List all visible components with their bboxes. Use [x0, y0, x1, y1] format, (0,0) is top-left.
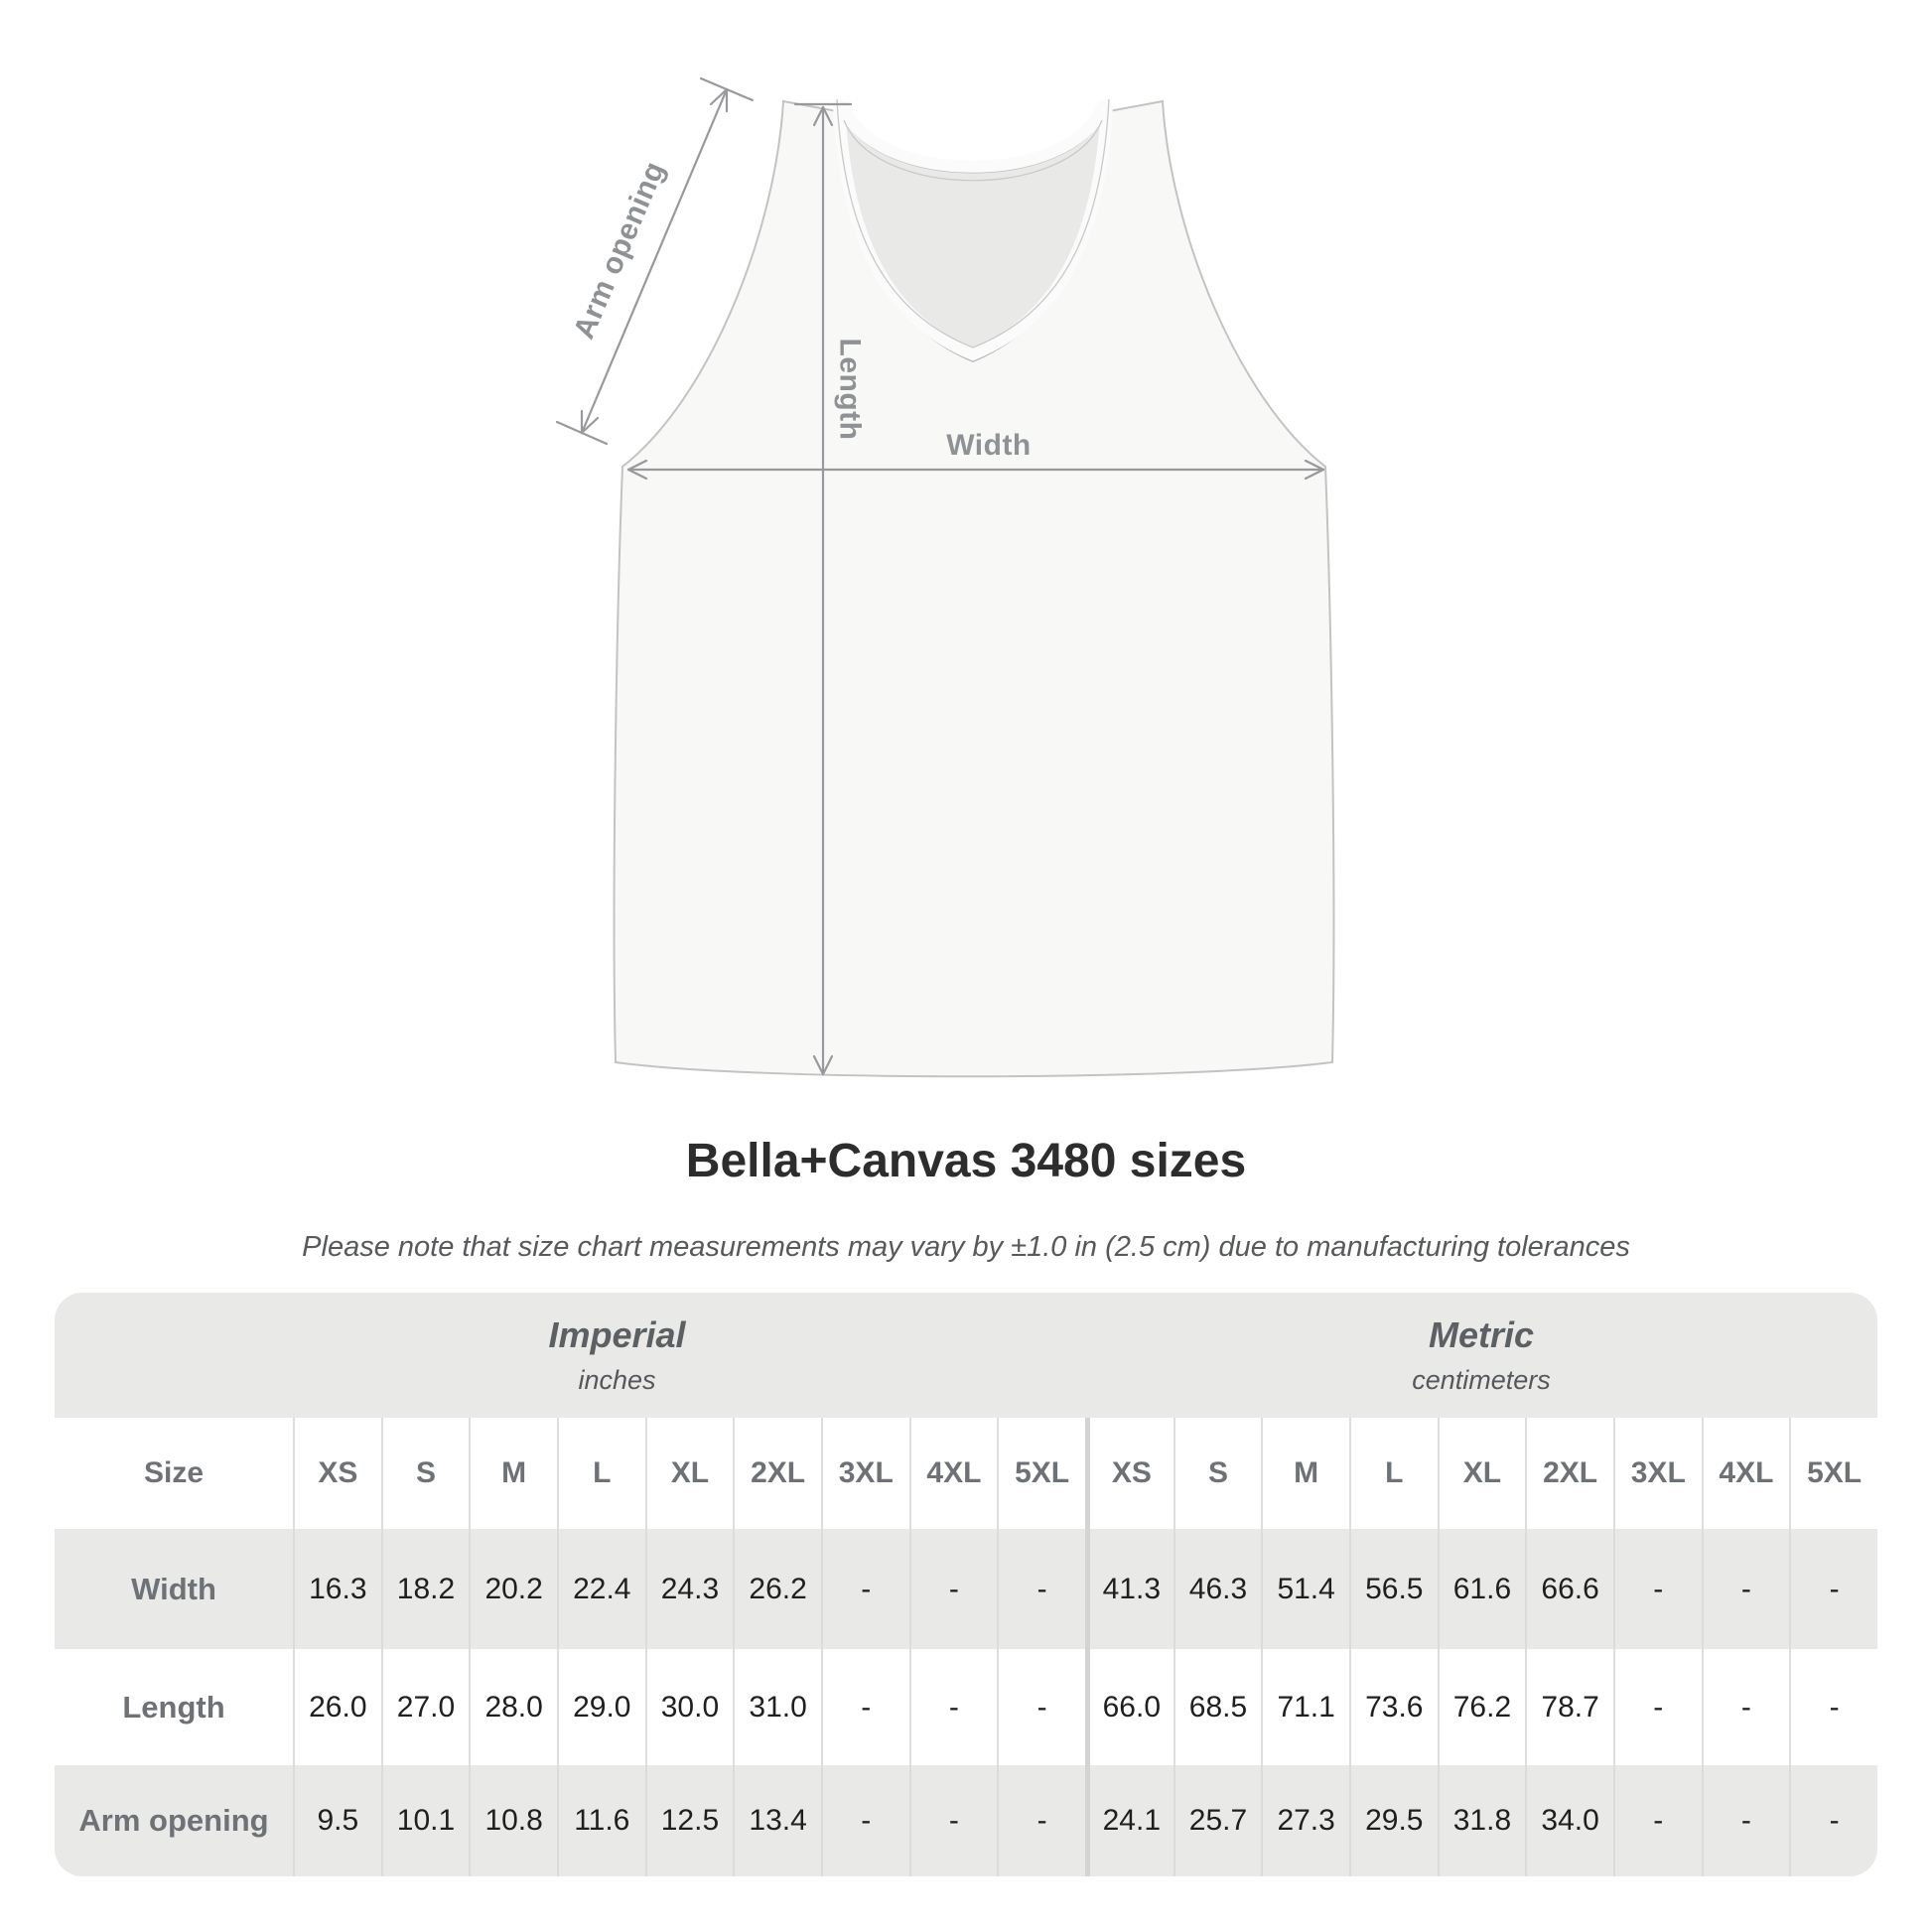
length-label: Length: [833, 338, 867, 441]
value-metric-4xl: -: [1702, 1529, 1790, 1649]
value-imperial-3xl: -: [821, 1765, 909, 1876]
row-label: Width: [55, 1529, 293, 1649]
value-imperial-m: 10.8: [469, 1765, 557, 1876]
value-metric-3xl: -: [1613, 1529, 1702, 1649]
value-metric-2xl: 34.0: [1525, 1765, 1613, 1876]
size-header-metric-xl: XL: [1438, 1418, 1526, 1529]
value-metric-xs: 24.1: [1085, 1765, 1173, 1876]
value-imperial-l: 29.0: [557, 1649, 645, 1765]
page-title: Bella+Canvas 3480 sizes: [685, 1135, 1247, 1187]
value-imperial-4xl: -: [909, 1529, 998, 1649]
value-metric-s: 25.7: [1173, 1765, 1262, 1876]
size-header-imperial-m: M: [469, 1418, 557, 1529]
row-label: Length: [55, 1649, 293, 1765]
value-imperial-xs: 16.3: [293, 1529, 381, 1649]
width-label: Width: [946, 429, 1032, 462]
value-metric-l: 73.6: [1349, 1649, 1438, 1765]
value-metric-xs: 41.3: [1085, 1529, 1173, 1649]
value-imperial-s: 18.2: [381, 1529, 470, 1649]
value-imperial-2xl: 13.4: [733, 1765, 821, 1876]
value-metric-xl: 31.8: [1438, 1765, 1526, 1876]
value-imperial-5xl: -: [997, 1649, 1085, 1765]
imperial-unit: inches: [578, 1364, 656, 1395]
size-header-row: [55, 1418, 1877, 1529]
value-metric-2xl: 78.7: [1525, 1649, 1613, 1765]
value-imperial-2xl: 31.0: [733, 1649, 821, 1765]
value-metric-xs: 66.0: [1085, 1649, 1173, 1765]
size-header-metric-5xl: 5XL: [1789, 1418, 1877, 1529]
value-imperial-xs: 9.5: [293, 1765, 381, 1876]
size-chart-table: [55, 1293, 1877, 1876]
value-metric-3xl: -: [1613, 1649, 1702, 1765]
size-header-imperial-l: L: [557, 1418, 645, 1529]
value-imperial-s: 27.0: [381, 1649, 470, 1765]
value-metric-l: 29.5: [1349, 1765, 1438, 1876]
size-header-metric-s: S: [1173, 1418, 1262, 1529]
measurement-row-arm-opening: [55, 1765, 1877, 1876]
measurement-row-width: [55, 1529, 1877, 1649]
size-header-metric-3xl: 3XL: [1613, 1418, 1702, 1529]
value-imperial-m: 20.2: [469, 1529, 557, 1649]
size-header-metric-l: L: [1349, 1418, 1438, 1529]
value-metric-5xl: -: [1789, 1649, 1877, 1765]
size-chart: [55, 1293, 1877, 1876]
size-header-imperial-5xl: 5XL: [997, 1418, 1085, 1529]
size-header-imperial-s: S: [381, 1418, 470, 1529]
value-metric-4xl: -: [1702, 1765, 1790, 1876]
value-metric-s: 68.5: [1173, 1649, 1262, 1765]
value-metric-2xl: 66.6: [1525, 1529, 1613, 1649]
tolerance-note: Please note that size chart measurements may vary by ±1.0 in (2.5 cm) due to manufacturing tolerances: [302, 1231, 1630, 1263]
value-imperial-xl: 12.5: [645, 1765, 734, 1876]
row-label: Arm opening: [55, 1765, 293, 1876]
value-imperial-xl: 24.3: [645, 1529, 734, 1649]
imperial-section-header: [55, 1293, 1085, 1418]
metric-section-header: [1085, 1293, 1877, 1418]
value-imperial-3xl: -: [821, 1649, 909, 1765]
value-imperial-s: 10.1: [381, 1765, 470, 1876]
value-imperial-m: 28.0: [469, 1649, 557, 1765]
metric-unit: centimeters: [1412, 1364, 1551, 1395]
size-column-header: Size: [55, 1418, 293, 1529]
value-imperial-4xl: -: [909, 1765, 998, 1876]
value-metric-m: 51.4: [1261, 1529, 1349, 1649]
value-metric-m: 71.1: [1261, 1649, 1349, 1765]
imperial-label: Imperial: [548, 1313, 686, 1355]
size-header-metric-4xl: 4XL: [1702, 1418, 1790, 1529]
value-metric-4xl: -: [1702, 1649, 1790, 1765]
size-header-metric-xs: XS: [1085, 1418, 1173, 1529]
value-imperial-2xl: 26.2: [733, 1529, 821, 1649]
value-metric-5xl: -: [1789, 1765, 1877, 1876]
size-header-metric-2xl: 2XL: [1525, 1418, 1613, 1529]
value-imperial-xs: 26.0: [293, 1649, 381, 1765]
value-metric-3xl: -: [1613, 1765, 1702, 1876]
size-header-imperial-3xl: 3XL: [821, 1418, 909, 1529]
metric-label: Metric: [1428, 1313, 1535, 1355]
value-imperial-3xl: -: [821, 1529, 909, 1649]
value-metric-xl: 76.2: [1438, 1649, 1526, 1765]
value-metric-xl: 61.6: [1438, 1529, 1526, 1649]
measurement-row-length: [55, 1649, 1877, 1765]
value-imperial-5xl: -: [997, 1529, 1085, 1649]
size-header-imperial-4xl: 4XL: [909, 1418, 998, 1529]
size-header-imperial-xl: XL: [645, 1418, 734, 1529]
value-metric-m: 27.3: [1261, 1765, 1349, 1876]
size-header-metric-m: M: [1261, 1418, 1349, 1529]
value-imperial-4xl: -: [909, 1649, 998, 1765]
unit-section-band: [55, 1293, 1877, 1418]
value-metric-s: 46.3: [1173, 1529, 1262, 1649]
value-imperial-l: 11.6: [557, 1765, 645, 1876]
arm-opening-label: Arm opening: [567, 156, 672, 345]
value-imperial-xl: 30.0: [645, 1649, 734, 1765]
size-header-imperial-2xl: 2XL: [733, 1418, 821, 1529]
size-header-imperial-xs: XS: [293, 1418, 381, 1529]
value-metric-l: 56.5: [1349, 1529, 1438, 1649]
value-metric-5xl: -: [1789, 1529, 1877, 1649]
value-imperial-5xl: -: [997, 1765, 1085, 1876]
value-imperial-l: 22.4: [557, 1529, 645, 1649]
